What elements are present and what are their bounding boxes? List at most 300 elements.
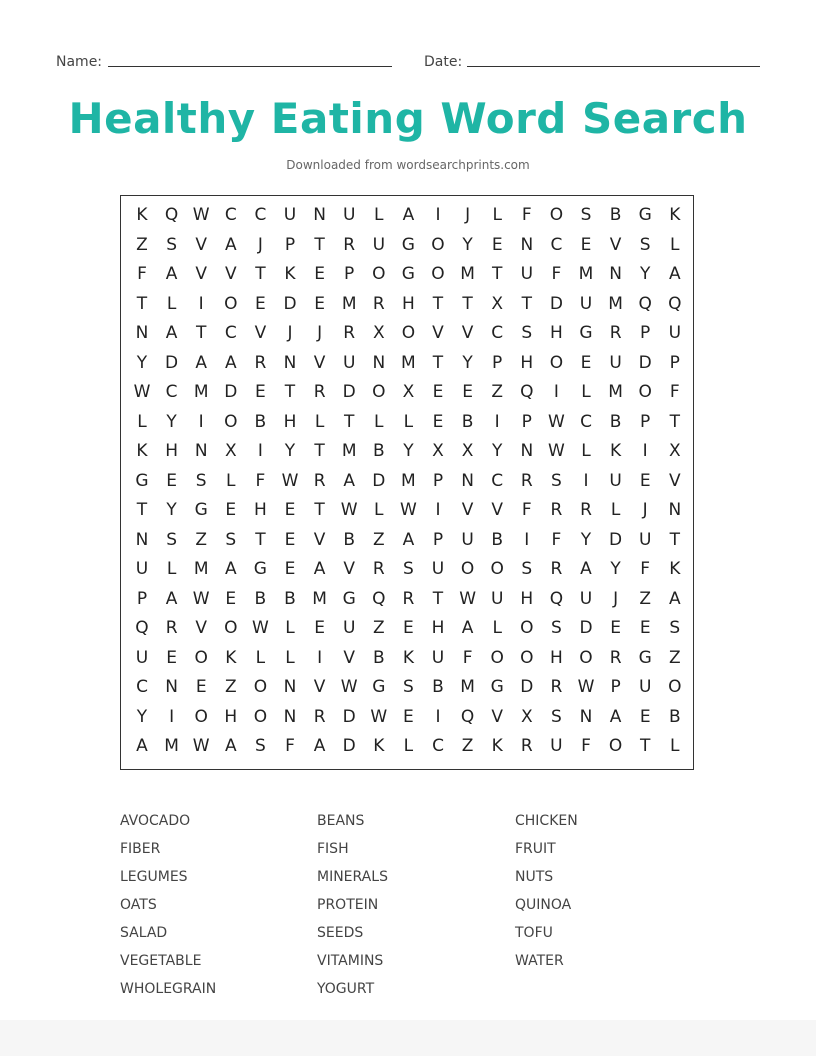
grid-letter[interactable]: A <box>343 470 355 491</box>
grid-letter[interactable]: Y <box>284 441 296 461</box>
grid-letter[interactable]: R <box>313 470 326 491</box>
grid-letter[interactable]: Y <box>136 706 148 727</box>
grid-letter[interactable]: T <box>521 293 532 314</box>
grid-letter[interactable]: W <box>192 205 210 225</box>
grid-letter[interactable]: Z <box>136 234 148 255</box>
grid-letter[interactable]: O <box>520 618 534 638</box>
grid-letter[interactable]: E <box>403 706 414 727</box>
grid-letter[interactable]: O <box>490 647 504 668</box>
grid-letter[interactable]: X <box>224 441 237 461</box>
grid-letter[interactable]: J <box>257 234 263 255</box>
grid-letter[interactable]: L <box>403 736 414 756</box>
grid-letter[interactable]: O <box>431 264 445 284</box>
grid-letter[interactable]: B <box>461 411 474 432</box>
grid-letter[interactable]: Z <box>224 677 237 697</box>
grid-letter[interactable]: L <box>374 500 384 520</box>
grid-letter[interactable]: U <box>579 293 593 314</box>
grid-letter[interactable]: H <box>253 500 267 520</box>
grid-letter[interactable]: D <box>638 352 652 373</box>
grid-letter[interactable]: T <box>314 500 325 520</box>
grid-letter[interactable]: T <box>432 588 444 609</box>
grid-letter[interactable]: B <box>609 411 622 432</box>
grid-letter[interactable]: M <box>341 293 357 314</box>
grid-letter[interactable]: P <box>432 470 444 491</box>
grid-letter[interactable]: P <box>492 352 503 373</box>
grid-letter[interactable]: S <box>639 234 651 255</box>
grid-letter[interactable]: Y <box>491 441 503 461</box>
grid-letter[interactable]: K <box>225 647 237 668</box>
grid-letter[interactable]: J <box>317 323 323 343</box>
grid-letter[interactable]: S <box>550 470 562 491</box>
grid-letter[interactable]: M <box>312 588 327 609</box>
grid-letter[interactable]: Y <box>166 411 177 432</box>
grid-letter[interactable]: W <box>340 500 358 520</box>
grid-letter[interactable]: I <box>524 529 530 550</box>
grid-letter[interactable]: E <box>580 234 592 255</box>
grid-letter[interactable]: K <box>373 736 385 756</box>
grid-letter[interactable]: A <box>224 736 237 756</box>
name-field[interactable] <box>108 66 392 67</box>
grid-letter[interactable]: Y <box>136 352 148 373</box>
grid-letter[interactable]: N <box>520 441 534 461</box>
grid-letter[interactable]: A <box>224 234 237 255</box>
grid-letter[interactable]: N <box>135 323 149 343</box>
grid-letter[interactable]: W <box>459 588 476 609</box>
grid-letter[interactable]: H <box>520 588 534 609</box>
grid-letter[interactable]: V <box>461 500 474 520</box>
grid-letter[interactable]: E <box>195 677 207 697</box>
grid-letter[interactable]: C <box>136 677 148 697</box>
grid-letter[interactable]: A <box>580 559 592 579</box>
grid-letter[interactable]: W <box>251 618 269 638</box>
grid-letter[interactable]: W <box>192 736 210 756</box>
grid-letter[interactable]: S <box>550 618 562 638</box>
grid-letter[interactable]: O <box>253 706 268 727</box>
grid-letter[interactable]: D <box>224 382 238 402</box>
grid-letter[interactable]: K <box>669 205 681 225</box>
grid-letter[interactable]: P <box>640 323 651 343</box>
grid-letter[interactable]: T <box>314 441 325 461</box>
grid-letter[interactable]: U <box>135 559 149 579</box>
grid-letter[interactable]: V <box>195 264 207 284</box>
grid-letter[interactable]: G <box>401 264 415 284</box>
grid-letter[interactable]: T <box>639 736 651 756</box>
grid-letter[interactable]: W <box>133 382 151 402</box>
letter-grid[interactable] <box>120 195 694 770</box>
grid-letter[interactable]: I <box>169 706 175 727</box>
grid-letter[interactable]: J <box>642 500 648 520</box>
grid-letter[interactable]: E <box>580 352 592 373</box>
grid-letter[interactable]: E <box>639 706 651 727</box>
grid-letter[interactable]: E <box>284 559 296 579</box>
grid-letter[interactable]: O <box>401 323 416 343</box>
grid-letter[interactable]: F <box>521 205 532 225</box>
grid-letter[interactable]: Q <box>135 618 149 638</box>
grid-letter[interactable]: T <box>314 234 325 255</box>
grid-letter[interactable]: I <box>198 293 204 314</box>
grid-letter[interactable]: B <box>432 677 444 697</box>
grid-letter[interactable]: E <box>166 470 177 491</box>
grid-letter[interactable]: N <box>579 706 593 727</box>
grid-letter[interactable]: D <box>609 529 623 550</box>
grid-letter[interactable]: V <box>195 618 207 638</box>
grid-letter[interactable]: I <box>435 205 441 225</box>
grid-letter[interactable]: E <box>639 470 651 491</box>
grid-letter[interactable]: L <box>581 441 591 461</box>
grid-letter[interactable]: H <box>549 647 563 668</box>
grid-letter[interactable]: V <box>195 234 207 255</box>
grid-letter[interactable]: N <box>135 529 149 550</box>
grid-letter[interactable]: F <box>462 647 473 668</box>
grid-letter[interactable]: C <box>165 382 178 402</box>
grid-letter[interactable]: O <box>194 706 208 727</box>
grid-letter[interactable]: L <box>374 205 384 225</box>
grid-letter[interactable]: A <box>165 588 178 609</box>
grid-letter[interactable]: E <box>314 618 325 638</box>
grid-letter[interactable]: V <box>343 647 355 668</box>
grid-letter[interactable]: Y <box>580 529 592 550</box>
grid-letter[interactable]: Q <box>668 293 682 314</box>
grid-letter[interactable]: O <box>224 293 238 314</box>
grid-letter[interactable]: L <box>374 411 384 432</box>
grid-letter[interactable]: K <box>402 647 414 668</box>
grid-letter[interactable]: V <box>432 323 444 343</box>
grid-letter[interactable]: N <box>668 500 682 520</box>
grid-letter[interactable]: V <box>343 559 355 579</box>
grid-letter[interactable]: H <box>549 323 563 343</box>
grid-letter[interactable]: W <box>281 470 299 491</box>
grid-letter[interactable]: O <box>224 411 238 432</box>
grid-letter[interactable]: K <box>284 264 296 284</box>
grid-letter[interactable]: S <box>254 736 266 756</box>
grid-letter[interactable]: H <box>283 411 297 432</box>
grid-letter[interactable]: F <box>581 736 591 756</box>
grid-letter[interactable]: R <box>372 293 385 314</box>
grid-letter[interactable]: O <box>460 559 475 579</box>
grid-letter[interactable]: M <box>608 293 623 314</box>
grid-letter[interactable]: X <box>402 382 415 402</box>
grid-letter[interactable]: N <box>165 677 178 697</box>
grid-letter[interactable]: L <box>610 500 621 520</box>
grid-letter[interactable]: S <box>402 559 414 579</box>
grid-letter[interactable]: P <box>669 352 680 373</box>
grid-letter[interactable]: V <box>313 677 326 697</box>
grid-letter[interactable]: R <box>402 588 415 609</box>
grid-letter[interactable]: V <box>609 234 622 255</box>
grid-letter[interactable]: B <box>254 411 267 432</box>
grid-letter[interactable]: Z <box>668 647 681 668</box>
grid-letter[interactable]: D <box>520 677 534 697</box>
grid-letter[interactable]: N <box>194 441 208 461</box>
grid-letter[interactable]: E <box>462 382 473 402</box>
grid-letter[interactable]: U <box>609 470 622 491</box>
grid-letter[interactable]: C <box>580 411 592 432</box>
grid-letter[interactable]: L <box>137 411 147 432</box>
grid-letter[interactable]: I <box>435 500 441 520</box>
grid-letter[interactable]: U <box>461 529 474 550</box>
grid-letter[interactable]: O <box>194 647 208 668</box>
grid-letter[interactable]: R <box>550 677 563 697</box>
grid-letter[interactable]: E <box>225 500 237 520</box>
grid-letter[interactable]: Z <box>195 529 208 550</box>
grid-letter[interactable]: H <box>224 706 238 727</box>
grid-letter[interactable]: W <box>399 500 417 520</box>
grid-letter[interactable]: G <box>490 677 504 697</box>
grid-letter[interactable]: I <box>435 706 441 727</box>
grid-letter[interactable]: C <box>432 736 444 756</box>
grid-letter[interactable]: Z <box>491 382 504 402</box>
grid-letter[interactable]: D <box>342 382 356 402</box>
grid-letter[interactable]: Y <box>462 352 473 373</box>
grid-letter[interactable]: A <box>136 736 148 756</box>
grid-letter[interactable]: N <box>283 706 297 727</box>
grid-letter[interactable]: O <box>224 618 238 638</box>
grid-letter[interactable]: C <box>224 323 237 343</box>
grid-letter[interactable]: B <box>343 529 356 550</box>
grid-letter[interactable]: Q <box>460 706 475 727</box>
grid-letter[interactable]: X <box>461 441 474 461</box>
grid-letter[interactable]: W <box>577 677 595 697</box>
grid-letter[interactable]: A <box>165 323 178 343</box>
grid-letter[interactable]: D <box>342 736 356 756</box>
grid-letter[interactable]: R <box>550 559 563 579</box>
grid-letter[interactable]: X <box>491 293 504 314</box>
grid-letter[interactable]: C <box>224 205 237 225</box>
grid-letter[interactable]: X <box>668 441 681 461</box>
grid-letter[interactable]: A <box>224 352 237 373</box>
grid-letter[interactable]: A <box>461 618 474 638</box>
grid-letter[interactable]: O <box>253 677 268 697</box>
grid-letter[interactable]: S <box>195 470 207 491</box>
grid-letter[interactable]: E <box>284 529 296 550</box>
grid-letter[interactable]: C <box>491 323 504 343</box>
grid-letter[interactable]: P <box>284 234 296 255</box>
grid-letter[interactable]: F <box>137 264 147 284</box>
grid-letter[interactable]: D <box>283 293 297 314</box>
grid-letter[interactable]: S <box>402 677 414 697</box>
grid-letter[interactable]: V <box>668 470 681 491</box>
grid-letter[interactable]: N <box>313 205 326 225</box>
grid-letter[interactable]: S <box>580 205 592 225</box>
grid-letter[interactable]: S <box>521 323 533 343</box>
grid-letter[interactable]: A <box>313 736 326 756</box>
grid-letter[interactable]: V <box>313 352 326 373</box>
grid-letter[interactable]: Z <box>372 618 385 638</box>
grid-letter[interactable]: A <box>402 205 415 225</box>
grid-letter[interactable]: P <box>521 411 532 432</box>
grid-letter[interactable]: F <box>640 559 651 579</box>
grid-letter[interactable]: L <box>314 411 325 432</box>
grid-letter[interactable]: M <box>460 264 475 284</box>
grid-letter[interactable]: G <box>579 323 593 343</box>
grid-letter[interactable]: H <box>165 441 178 461</box>
grid-letter[interactable]: P <box>610 677 621 697</box>
grid-letter[interactable]: U <box>609 352 622 373</box>
grid-letter[interactable]: U <box>638 529 652 550</box>
grid-letter[interactable]: N <box>372 352 386 373</box>
grid-letter[interactable]: L <box>670 736 680 756</box>
grid-letter[interactable]: Y <box>639 264 651 284</box>
grid-letter[interactable]: T <box>432 293 444 314</box>
grid-letter[interactable]: F <box>285 736 295 756</box>
grid-letter[interactable]: A <box>609 706 622 727</box>
grid-letter[interactable]: G <box>253 559 267 579</box>
grid-letter[interactable]: Y <box>403 441 414 461</box>
grid-letter[interactable]: U <box>638 677 652 697</box>
grid-letter[interactable]: D <box>165 352 179 373</box>
grid-letter[interactable]: Z <box>372 529 385 550</box>
grid-letter[interactable]: M <box>164 736 179 756</box>
grid-letter[interactable]: L <box>492 618 502 638</box>
grid-letter[interactable]: D <box>579 618 593 638</box>
grid-letter[interactable]: S <box>669 618 681 638</box>
grid-letter[interactable]: N <box>609 264 622 284</box>
grid-letter[interactable]: Q <box>638 293 652 314</box>
grid-letter[interactable]: S <box>521 559 533 579</box>
grid-letter[interactable]: R <box>520 470 533 491</box>
grid-letter[interactable]: P <box>136 588 148 609</box>
grid-letter[interactable]: E <box>255 293 266 314</box>
grid-letter[interactable]: M <box>193 382 209 402</box>
grid-letter[interactable]: R <box>609 323 622 343</box>
grid-letter[interactable]: U <box>342 618 356 638</box>
grid-letter[interactable]: U <box>135 647 149 668</box>
grid-letter[interactable]: G <box>401 234 415 255</box>
grid-letter[interactable]: L <box>581 382 591 402</box>
grid-letter[interactable]: R <box>313 706 326 727</box>
grid-letter[interactable]: T <box>255 529 266 550</box>
grid-letter[interactable]: R <box>609 647 622 668</box>
grid-letter[interactable]: J <box>465 205 471 225</box>
grid-letter[interactable]: W <box>547 441 565 461</box>
grid-letter[interactable]: R <box>165 618 178 638</box>
grid-letter[interactable]: R <box>254 352 267 373</box>
grid-letter[interactable]: Q <box>520 382 534 402</box>
grid-letter[interactable]: N <box>461 470 474 491</box>
grid-letter[interactable]: I <box>317 647 323 668</box>
grid-letter[interactable]: K <box>610 441 622 461</box>
grid-letter[interactable]: W <box>370 706 388 727</box>
grid-letter[interactable]: F <box>669 382 680 402</box>
grid-letter[interactable]: I <box>583 470 589 491</box>
grid-letter[interactable]: T <box>462 293 473 314</box>
grid-letter[interactable]: P <box>640 411 651 432</box>
grid-letter[interactable]: X <box>520 706 533 727</box>
grid-letter[interactable]: F <box>551 264 562 284</box>
grid-letter[interactable]: Q <box>549 588 564 609</box>
grid-letter[interactable]: T <box>491 264 503 284</box>
grid-letter[interactable]: M <box>401 352 416 373</box>
grid-letter[interactable]: U <box>579 588 593 609</box>
grid-letter[interactable]: F <box>551 529 562 550</box>
grid-letter[interactable]: C <box>491 470 504 491</box>
grid-letter[interactable]: S <box>166 529 177 550</box>
grid-letter[interactable]: U <box>550 736 563 756</box>
grid-letter[interactable]: M <box>578 264 594 284</box>
grid-letter[interactable]: R <box>550 500 563 520</box>
grid-letter[interactable]: O <box>372 264 386 284</box>
grid-letter[interactable]: S <box>550 706 562 727</box>
grid-letter[interactable]: E <box>403 618 414 638</box>
grid-letter[interactable]: R <box>343 234 356 255</box>
grid-letter[interactable]: N <box>283 677 297 697</box>
grid-letter[interactable]: A <box>195 352 207 373</box>
grid-letter[interactable]: W <box>547 411 565 432</box>
grid-letter[interactable]: U <box>342 352 356 373</box>
grid-letter[interactable]: Y <box>462 234 473 255</box>
grid-letter[interactable]: U <box>342 205 356 225</box>
grid-letter[interactable]: T <box>669 529 680 550</box>
grid-letter[interactable]: U <box>283 205 297 225</box>
grid-letter[interactable]: D <box>372 470 386 491</box>
grid-letter[interactable]: L <box>166 293 177 314</box>
grid-letter[interactable]: Y <box>610 559 621 579</box>
grid-letter[interactable]: O <box>431 234 445 255</box>
grid-letter[interactable]: J <box>287 323 293 343</box>
grid-letter[interactable]: E <box>225 588 237 609</box>
grid-letter[interactable]: L <box>285 618 295 638</box>
grid-letter[interactable]: O <box>549 352 564 373</box>
grid-letter[interactable]: J <box>613 588 619 609</box>
grid-letter[interactable]: E <box>610 618 621 638</box>
grid-letter[interactable]: U <box>431 559 445 579</box>
grid-letter[interactable]: B <box>284 588 296 609</box>
grid-letter[interactable]: W <box>340 677 358 697</box>
grid-letter[interactable]: V <box>313 529 326 550</box>
grid-letter[interactable]: A <box>668 588 681 609</box>
grid-letter[interactable]: T <box>343 411 355 432</box>
grid-letter[interactable]: K <box>669 559 681 579</box>
grid-letter[interactable]: L <box>255 647 266 668</box>
grid-letter[interactable]: T <box>669 411 680 432</box>
grid-letter[interactable]: H <box>401 293 415 314</box>
grid-letter[interactable]: N <box>520 234 534 255</box>
grid-letter[interactable]: O <box>490 559 504 579</box>
grid-letter[interactable]: R <box>520 736 533 756</box>
grid-letter[interactable]: A <box>313 559 326 579</box>
grid-letter[interactable]: H <box>520 352 534 373</box>
grid-letter[interactable]: E <box>432 411 444 432</box>
grid-letter[interactable]: H <box>431 618 445 638</box>
grid-letter[interactable]: M <box>460 677 475 697</box>
grid-letter[interactable]: F <box>521 500 532 520</box>
grid-letter[interactable]: G <box>372 677 386 697</box>
grid-letter[interactable]: I <box>553 382 559 402</box>
grid-letter[interactable]: E <box>314 264 325 284</box>
grid-letter[interactable]: Y <box>166 500 177 520</box>
grid-letter[interactable]: R <box>580 500 592 520</box>
grid-letter[interactable]: B <box>609 205 622 225</box>
grid-letter[interactable]: U <box>520 264 534 284</box>
grid-letter[interactable]: R <box>313 382 326 402</box>
grid-letter[interactable]: B <box>668 706 681 727</box>
grid-letter[interactable]: B <box>254 588 267 609</box>
grid-letter[interactable]: L <box>670 234 680 255</box>
grid-letter[interactable]: U <box>431 647 445 668</box>
grid-letter[interactable]: N <box>283 352 297 373</box>
grid-letter[interactable]: V <box>461 323 474 343</box>
grid-letter[interactable]: A <box>402 529 415 550</box>
grid-letter[interactable]: L <box>226 470 236 491</box>
grid-letter[interactable]: F <box>255 470 266 491</box>
grid-letter[interactable]: D <box>342 706 356 727</box>
grid-letter[interactable]: E <box>166 647 177 668</box>
grid-letter[interactable]: L <box>492 205 502 225</box>
grid-letter[interactable]: O <box>549 205 564 225</box>
grid-letter[interactable]: V <box>491 500 503 520</box>
grid-letter[interactable]: D <box>549 293 563 314</box>
grid-letter[interactable]: B <box>372 647 385 668</box>
